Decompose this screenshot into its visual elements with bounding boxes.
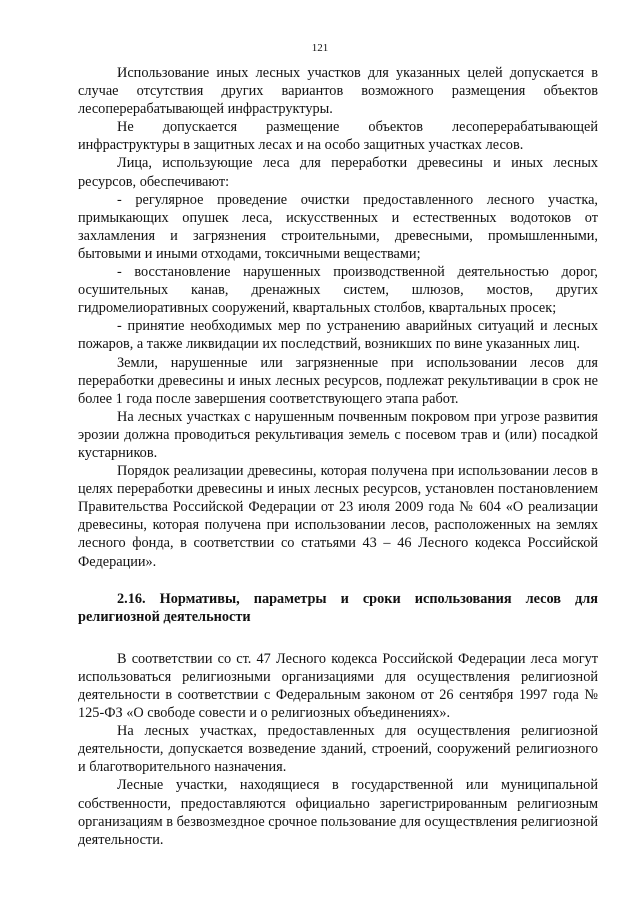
- list-item: - восстановление нарушенных производственной деятельностью дорог, осушительных канав, дренажных систем, шлюзов, мостов, других гидромелиоративных сооружений, квартальных столбов, квартальных просек;: [78, 264, 598, 317]
- list-item: - регулярное проведение очистки предоставленного лесного участка, примыкающих опушек леса, искусственных и естественных водотоков от захламления и загрязнения строительными, древесными, промышленными, бытовыми и иными отходами, токсичными веществами;: [78, 191, 598, 262]
- paragraph: Лица, использующие леса для переработки древесины и иных лесных ресурсов, обеспечивают:: [78, 155, 598, 190]
- paragraph: Не допускается размещение объектов лесоперерабатывающей инфраструктуры в защитных лесах и на особо защитных участках лесов.: [78, 119, 598, 154]
- paragraph: В соответствии со ст. 47 Лесного кодекса Российской Федерации леса могут использоваться религиозными организациями для осуществления религиозной деятельности в соответствии с Федеральным законом от 26 сентября 1997 года № 125-ФЗ «О свободе совести и о религиозных объединениях».: [78, 650, 598, 722]
- paragraph: На лесных участках, предоставленных для осуществления религиозной деятельности, допускается возведение зданий, строений, сооружений религиозного и благотворительного назначения.: [78, 723, 598, 776]
- paragraph: Земли, нарушенные или загрязненные при использовании лесов для переработки древесины и иных лесных ресурсов, подлежат рекультивации в срок не более 1 года после завершения соответствующего этапа работ.: [78, 354, 598, 407]
- section-heading: 2.16. Нормативы, параметры и сроки использования лесов для религиозной деятельности: [78, 590, 598, 625]
- paragraph: Порядок реализации древесины, которая получена при использовании лесов в целях переработки древесины и иных лесных ресурсов, установлен постановлением Правительства Российской Федерации от 23 июля 2009 года № 604 «О реализации древесины, которая получена при использовании лесов, расположенных на землях лесного фонда, в соответствии со статьями 43 – 46 Лесного кодекса Российской Федерации».: [78, 463, 598, 570]
- paragraph: Использование иных лесных участков для указанных целей допускается в случае отсутствия других вариантов возможного размещения объектов лесоперерабатывающей инфраструктуры.: [78, 65, 598, 118]
- list-item: - принятие необходимых мер по устранению аварийных ситуаций и лесных пожаров, а также ликвидации их последствий, возникших по вине указанных лиц.: [78, 318, 598, 353]
- page-number: 121: [311, 42, 329, 54]
- paragraph: На лесных участках с нарушенным почвенным покровом при угрозе развития эрозии должна проводиться рекультивация земель с посевом трав и (или) посадкой кустарников.: [78, 408, 598, 461]
- paragraph: Лесные участки, находящиеся в государственной или муниципальной собственности, предоставляются официально зарегистрированным религиозным организациям в безвозмездное срочное пользование для осуществления религиозной деятельности.: [78, 777, 598, 848]
- document-body: [78, 64, 598, 849]
